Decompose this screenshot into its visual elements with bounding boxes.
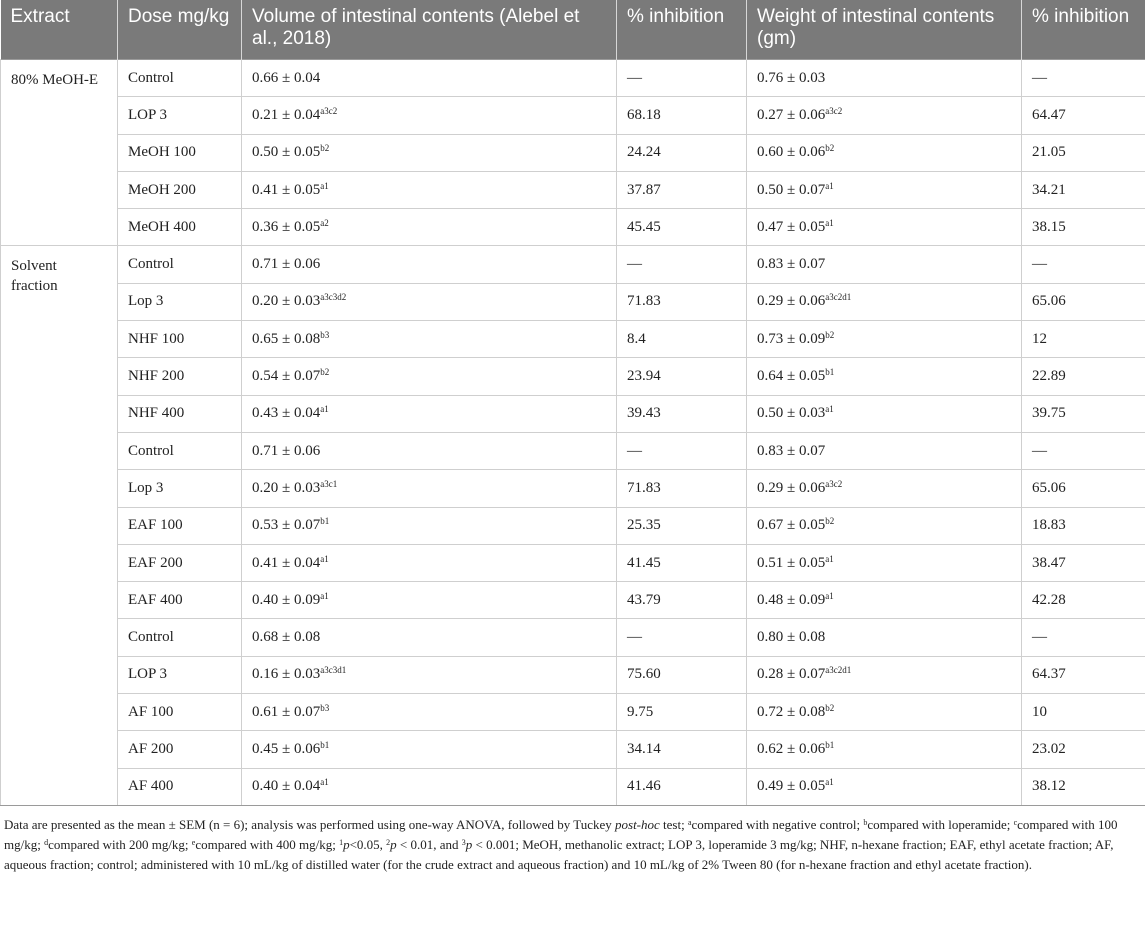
inhibition-volume-cell [617,60,747,97]
dose-cell-value: MeOH 400 [128,218,196,235]
dose-cell-value: MeOH 100 [128,144,196,161]
inhibition-volume-cell [617,470,747,507]
dose-cell [118,246,242,283]
inhibition-volume-cell [617,134,747,171]
inhibition-weight-cell [1022,134,1145,171]
inhibition-weight-cell [1022,60,1145,97]
inhibition-volume-cell-value: 34.14 [627,740,661,757]
inhibition-weight-cell-value: 64.37 [1032,666,1066,683]
inhibition-volume-cell-value: 45.45 [627,218,661,235]
volume-cell [242,171,617,208]
dose-cell [118,358,242,395]
inhibition-weight-cell [1022,358,1145,395]
footnote-p: p [390,836,397,852]
inhibition-volume-cell [617,619,747,656]
significance-sup: a1 [825,180,834,191]
weight-cell [747,768,1022,805]
inhibition-volume-cell [617,731,747,768]
weight-cell [747,246,1022,283]
volume-cell [242,619,617,656]
volume-cell-value: 0.45 ± 0.06 [252,740,321,757]
inhibition-volume-cell [617,283,747,320]
dose-cell-value: MeOH 200 [128,181,196,198]
volume-cell [242,209,617,246]
volume-cell [242,582,617,619]
footnote-text: <0.05, [349,836,387,852]
weight-cell [747,731,1022,768]
footnote-text: compared with 200 mg/kg; [48,836,192,852]
volume-cell [242,283,617,320]
volume-cell-value: 0.16 ± 0.03 [252,666,321,683]
significance-sup: a3c2 [825,105,843,116]
dose-cell-value: AF 400 [128,778,174,795]
significance-sup: b2 [825,702,835,713]
significance-sup: a3c3d2 [320,292,347,303]
footnote-text: < 0.01, and [396,836,462,852]
table-row [1,209,1145,246]
significance-sup: a1 [320,404,329,415]
dose-cell [118,321,242,358]
inhibition-weight-cell-value: 22.89 [1032,368,1066,385]
volume-cell [242,60,617,97]
significance-sup: a3c2d1 [825,665,852,676]
inhibition-volume-cell [617,209,747,246]
significance-sup: a1 [825,553,834,564]
dose-cell [118,619,242,656]
significance-sup: a1 [825,590,834,601]
volume-cell-value: 0.41 ± 0.05 [252,181,321,198]
table-row [1,694,1145,731]
header-volume: Volume of intestinal contents (Alebel et al., 2018) [242,0,617,60]
header-inhibition-weight: % inhibition [1022,0,1145,60]
weight-cell [747,209,1022,246]
inhibition-volume-cell [617,694,747,731]
dose-cell-value: LOP 3 [128,666,168,683]
footnote-sup: 3 [461,837,466,847]
extract-cell: 80% MeOH-E [1,60,118,246]
inhibition-volume-cell-value: 43.79 [627,591,661,608]
volume-cell [242,395,617,432]
dose-cell-value: AF 100 [128,703,174,720]
table-row [1,60,1145,97]
table-row [1,134,1145,171]
weight-cell [747,171,1022,208]
inhibition-volume-cell-value: — [627,442,642,459]
dose-cell-value: Lop 3 [128,479,164,496]
table-row [1,507,1145,544]
volume-cell-value: 0.43 ± 0.04 [252,405,321,422]
footnote-text: compared with negative control; [691,816,864,832]
inhibition-weight-cell [1022,582,1145,619]
volume-cell-value: 0.41 ± 0.04 [252,554,321,571]
footnote-p: p [343,836,350,852]
volume-cell-value: 0.71 ± 0.06 [252,256,321,273]
table-row [1,283,1145,320]
significance-sup: a3c3d1 [320,665,347,676]
dose-cell [118,582,242,619]
dose-cell [118,731,242,768]
volume-cell [242,97,617,134]
weight-cell [747,321,1022,358]
footnote-sup: c [1013,817,1018,827]
inhibition-weight-cell-value: 23.02 [1032,740,1066,757]
dose-cell-value: EAF 100 [128,517,183,534]
table-footnote [0,806,1145,875]
dose-cell [118,395,242,432]
table-row [1,619,1145,656]
footnote-sup: 2 [386,837,391,847]
dose-cell [118,171,242,208]
table-row [1,731,1145,768]
inhibition-weight-cell-value: — [1032,629,1047,646]
inhibition-weight-cell-value: 38.15 [1032,218,1066,235]
weight-cell [747,619,1022,656]
weight-cell [747,694,1022,731]
volume-cell-value: 0.65 ± 0.08 [252,330,321,347]
inhibition-weight-cell-value: 38.12 [1032,778,1066,795]
inhibition-volume-cell [617,246,747,283]
volume-cell-value: 0.61 ± 0.07 [252,703,321,720]
footnote-sup: e [191,837,196,847]
volume-cell [242,246,617,283]
footnote-posthoc: post-hoc [615,816,660,832]
inhibition-volume-cell-value: — [627,256,642,273]
significance-sup: a1 [825,777,834,788]
inhibition-volume-cell [617,768,747,805]
header-weight: Weight of intestinal contents (gm) [747,0,1022,60]
dose-cell [118,694,242,731]
volume-cell [242,507,617,544]
inhibition-weight-cell [1022,694,1145,731]
table-row [1,321,1145,358]
significance-sup: a1 [320,553,329,564]
inhibition-volume-cell-value: — [627,629,642,646]
weight-cell-value: 0.76 ± 0.03 [757,69,826,86]
table-row [1,432,1145,469]
inhibition-weight-cell [1022,432,1145,469]
volume-cell-value: 0.50 ± 0.05 [252,144,321,161]
dose-cell [118,470,242,507]
inhibition-weight-cell-value: — [1032,256,1047,273]
inhibition-weight-cell [1022,321,1145,358]
weight-cell-value: 0.49 ± 0.05 [757,778,826,795]
weight-cell-value: 0.29 ± 0.06 [757,293,826,310]
weight-cell-value: 0.60 ± 0.06 [757,144,826,161]
inhibition-weight-cell-value: 10 [1032,703,1047,720]
weight-cell-value: 0.72 ± 0.08 [757,703,826,720]
dose-cell-value: NHF 200 [128,368,185,385]
dose-cell [118,507,242,544]
volume-cell [242,432,617,469]
weight-cell [747,395,1022,432]
inhibition-weight-cell-value: 21.05 [1032,144,1066,161]
volume-cell-value: 0.20 ± 0.03 [252,479,321,496]
table-row [1,171,1145,208]
inhibition-volume-cell-value: 37.87 [627,181,661,198]
inhibition-weight-cell-value: — [1032,442,1047,459]
significance-sup: b2 [825,516,835,527]
footnote-text: compared with loperamide; [867,816,1014,832]
inhibition-weight-cell [1022,171,1145,208]
weight-cell [747,507,1022,544]
weight-cell [747,283,1022,320]
volume-cell-value: 0.68 ± 0.08 [252,629,321,646]
inhibition-weight-cell [1022,619,1145,656]
header-row [1,0,1145,60]
inhibition-weight-cell [1022,97,1145,134]
significance-sup: a2 [320,217,329,228]
weight-cell-value: 0.73 ± 0.09 [757,330,826,347]
inhibition-volume-cell [617,321,747,358]
inhibition-weight-cell [1022,507,1145,544]
inhibition-weight-cell-value: 34.21 [1032,181,1066,198]
weight-cell-value: 0.50 ± 0.07 [757,181,826,198]
dose-cell-value: NHF 100 [128,330,185,347]
volume-cell-value: 0.71 ± 0.06 [252,442,321,459]
dose-cell-value: Control [128,256,174,273]
volume-cell [242,470,617,507]
significance-sup: a1 [320,180,329,191]
volume-cell-value: 0.54 ± 0.07 [252,368,321,385]
inhibition-weight-cell [1022,395,1145,432]
significance-sup: a3c2d1 [825,292,852,303]
weight-cell [747,656,1022,693]
volume-cell-value: 0.40 ± 0.09 [252,591,321,608]
inhibition-volume-cell [617,395,747,432]
inhibition-volume-cell-value: 75.60 [627,666,661,683]
significance-sup: a1 [320,590,329,601]
inhibition-weight-cell-value: 39.75 [1032,405,1066,422]
significance-sup: a3c2 [320,105,338,116]
weight-cell-value: 0.80 ± 0.08 [757,629,826,646]
significance-sup: b2 [825,143,835,154]
footnote-p: p [465,836,473,852]
table-row [1,582,1145,619]
weight-cell-value: 0.48 ± 0.09 [757,591,826,608]
inhibition-volume-cell-value: 71.83 [627,479,661,496]
inhibition-weight-cell [1022,656,1145,693]
inhibition-volume-cell-value: 41.45 [627,554,661,571]
volume-cell [242,731,617,768]
volume-cell-value: 0.66 ± 0.04 [252,69,321,86]
header-extract: Extract [1,0,118,60]
inhibition-volume-cell-value: 8.4 [627,330,646,347]
volume-cell-value: 0.21 ± 0.04 [252,106,321,123]
inhibition-volume-cell [617,358,747,395]
volume-cell-value: 0.53 ± 0.07 [252,517,321,534]
dose-cell [118,544,242,581]
significance-sup: a1 [320,777,329,788]
dose-cell [118,283,242,320]
footnote-sup: b [863,817,868,827]
table-row [1,768,1145,805]
weight-cell [747,60,1022,97]
inhibition-weight-cell [1022,731,1145,768]
weight-cell [747,97,1022,134]
significance-sup: b3 [320,702,330,713]
inhibition-weight-cell-value: 38.47 [1032,554,1066,571]
volume-cell-value: 0.40 ± 0.04 [252,778,321,795]
table-row [1,544,1145,581]
weight-cell [747,470,1022,507]
volume-cell-value: 0.20 ± 0.03 [252,293,321,310]
inhibition-volume-cell-value: 71.83 [627,293,661,310]
inhibition-volume-cell [617,656,747,693]
footnote-text: compared with 100 mg/kg; [4,816,1118,852]
dose-cell [118,768,242,805]
dose-cell [118,656,242,693]
footnote-text: Data are presented as the mean ± SEM (n = 6); analysis was performed using one-way ANOVA, followed by Tuckey [4,816,616,832]
weight-cell-value: 0.64 ± 0.05 [757,368,826,385]
dose-cell-value: LOP 3 [128,106,168,123]
significance-sup: a1 [825,217,834,228]
volume-cell [242,656,617,693]
dose-cell [118,209,242,246]
footnote-sup: a [687,817,692,827]
inhibition-weight-cell-value: 18.83 [1032,517,1066,534]
inhibition-volume-cell [617,171,747,208]
inhibition-volume-cell-value: — [627,69,642,86]
weight-cell-value: 0.62 ± 0.06 [757,740,826,757]
weight-cell [747,544,1022,581]
volume-cell [242,321,617,358]
significance-sup: b1 [320,739,330,750]
volume-cell [242,544,617,581]
dose-cell-value: Control [128,629,174,646]
weight-cell-value: 0.51 ± 0.05 [757,554,826,571]
weight-cell-value: 0.50 ± 0.03 [757,405,826,422]
inhibition-weight-cell [1022,470,1145,507]
significance-sup: a1 [825,404,834,415]
weight-cell [747,432,1022,469]
inhibition-weight-cell [1022,246,1145,283]
inhibition-volume-cell-value: 41.46 [627,778,661,795]
inhibition-volume-cell [617,582,747,619]
weight-cell-value: 0.28 ± 0.07 [757,666,826,683]
footnote-sup: d [44,837,49,847]
significance-sup: b1 [320,516,330,527]
volume-cell [242,694,617,731]
dose-cell [118,60,242,97]
weight-cell [747,358,1022,395]
weight-cell-value: 0.67 ± 0.05 [757,517,826,534]
volume-cell [242,358,617,395]
inhibition-volume-cell-value: 24.24 [627,144,661,161]
weight-cell-value: 0.29 ± 0.06 [757,479,826,496]
volume-cell [242,768,617,805]
inhibition-weight-cell-value: 65.06 [1032,293,1066,310]
weight-cell-value: 0.83 ± 0.07 [757,442,826,459]
inhibition-volume-cell-value: 23.94 [627,368,661,385]
table-row [1,246,1145,283]
weight-cell-value: 0.83 ± 0.07 [757,256,826,273]
significance-sup: b1 [825,367,835,378]
dose-cell-value: EAF 200 [128,554,183,571]
inhibition-volume-cell [617,432,747,469]
table-row [1,97,1145,134]
dose-cell [118,97,242,134]
extract-cell: Solvent fraction [1,246,118,805]
table-row [1,395,1145,432]
dose-cell-value: EAF 400 [128,591,183,608]
footnote-text: test; [659,816,688,832]
inhibition-volume-cell [617,544,747,581]
inhibition-weight-cell-value: — [1032,69,1047,86]
inhibition-weight-cell-value: 12 [1032,330,1047,347]
dose-cell [118,134,242,171]
weight-cell-value: 0.47 ± 0.05 [757,218,826,235]
inhibition-volume-cell [617,97,747,134]
inhibition-volume-cell-value: 9.75 [627,703,654,720]
dose-cell-value: AF 200 [128,740,174,757]
dose-cell-value: Control [128,442,174,459]
inhibition-weight-cell [1022,544,1145,581]
footnote-text: < 0.001; MeOH, methanolic extract; LOP 3, loperamide 3 mg/kg; NHF, n-hexane fraction; EAF, ethyl acetate fraction; AF, aqueous fraction; control; administered with 10 mL/kg of distilled water (for the crude extract and aqueous fraction) and 10 mL/kg of 2% Tween 80 (for n-hexane fraction and ethyl acetate fraction). [4,836,1114,872]
footnote-sup: 1 [339,837,344,847]
inhibition-volume-cell-value: 39.43 [627,405,661,422]
significance-sup: b1 [825,739,835,750]
significance-sup: b3 [320,329,330,340]
significance-sup: a3c1 [320,478,338,489]
inhibition-volume-cell-value: 68.18 [627,106,661,123]
weight-cell-value: 0.27 ± 0.06 [757,106,826,123]
dose-cell [118,432,242,469]
table-row [1,470,1145,507]
inhibition-weight-cell-value: 65.06 [1032,479,1066,496]
header-dose: Dose mg/kg [118,0,242,60]
significance-sup: b2 [825,329,835,340]
dose-cell-value: Lop 3 [128,293,164,310]
volume-cell-value: 0.36 ± 0.05 [252,218,321,235]
inhibition-volume-cell [617,507,747,544]
significance-sup: a3c2 [825,478,843,489]
table-body [1,60,1145,806]
inhibition-weight-cell [1022,768,1145,805]
inhibition-weight-cell [1022,283,1145,320]
inhibition-weight-cell-value: 64.47 [1032,106,1066,123]
significance-sup: b2 [320,367,330,378]
footnote-text: compared with 400 mg/kg; [195,836,340,852]
table-row [1,656,1145,693]
weight-cell [747,134,1022,171]
inhibition-weight-cell-value: 42.28 [1032,591,1066,608]
table-row [1,358,1145,395]
dose-cell-value: NHF 400 [128,405,185,422]
inhibition-weight-cell [1022,209,1145,246]
volume-cell [242,134,617,171]
dose-cell-value: Control [128,69,174,86]
header-inhibition-volume: % inhibition [617,0,747,60]
weight-cell [747,582,1022,619]
inhibition-volume-cell-value: 25.35 [627,517,661,534]
significance-sup: b2 [320,143,330,154]
